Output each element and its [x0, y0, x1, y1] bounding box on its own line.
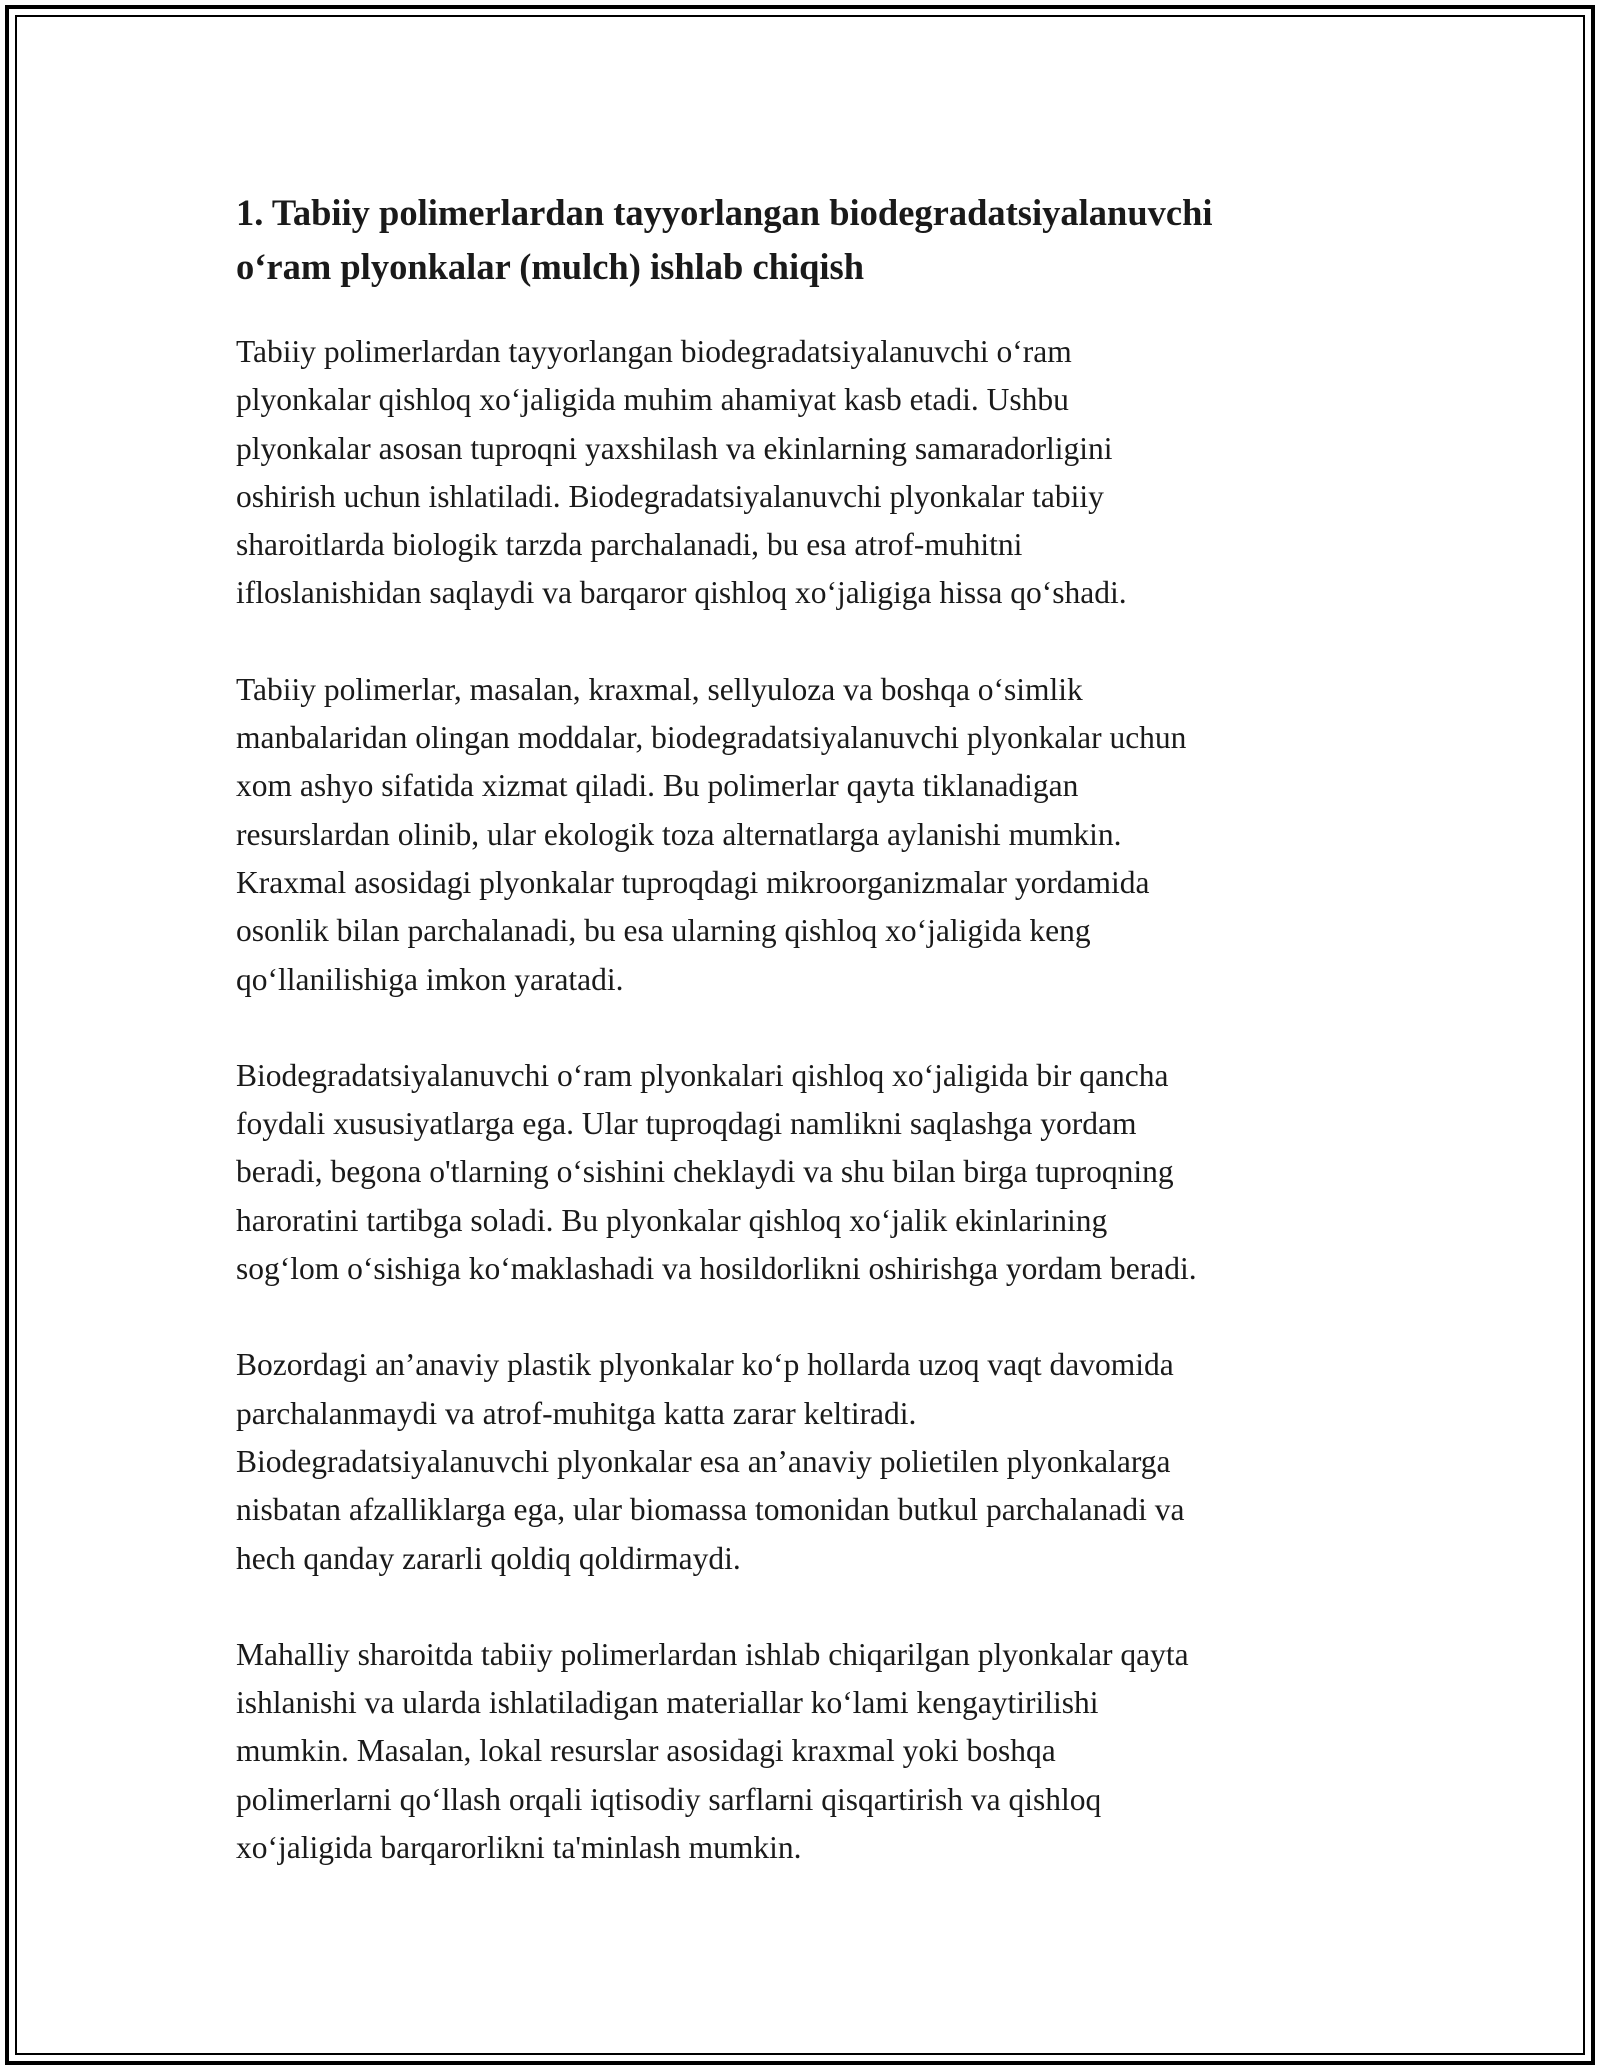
section-heading [236, 186, 1376, 294]
paragraph-line: plyonkalar qishloq xo‘jaligida muhim ahamiyat kasb etadi. Ushbu [236, 382, 1069, 418]
paragraph-line: xo‘jaligida barqarorlikni ta'minlash mumkin. [236, 1830, 802, 1866]
paragraph-line: qo‘llanilishiga imkon yaratadi. [236, 961, 624, 997]
paragraph-line: resurslardan olinib, ular ekologik toza alternatlarga aylanishi mumkin. [236, 816, 1122, 852]
paragraph-line: ishlanishi va ularda ishlatiladigan materiallar ko‘lami kengaytirilishi [236, 1685, 1099, 1721]
paragraph-1 [236, 328, 1376, 618]
paragraph-line: osonlik bilan parchalanadi, bu esa ularning qishloq xo‘jaligida keng [236, 913, 1091, 949]
paragraph-2 [236, 666, 1376, 1004]
paragraph-line: sog‘lom o‘sishiga ko‘maklashadi va hosildorlikni oshirishga yordam beradi. [236, 1251, 1197, 1287]
paragraph-line: xom ashyo sifatida xizmat qiladi. Bu polimerlar qayta tiklanadigan [236, 768, 1079, 804]
paragraph-3 [236, 1052, 1376, 1293]
section-heading-line-1: 1. Tabiiy polimerlardan tayyorlangan biodegradatsiyalanuvchi [236, 192, 1213, 233]
paragraph-line: sharoitlarda biologik tarzda parchalanadi, bu esa atrof-muhitni [236, 527, 1023, 563]
paragraph-line: Tabiiy polimerlardan tayyorlangan biodegradatsiyalanuvchi o‘ram [236, 334, 1072, 369]
paragraph-line: polimerlarni qo‘llash orqali iqtisodiy sarflarni qisqartirish va qishloq [236, 1781, 1102, 1817]
paragraph-line: hech qanday zararli qoldiq qoldirmaydi. [236, 1540, 741, 1576]
paragraph-line: mumkin. Masalan, lokal resurslar asosidagi kraxmal yoki boshqa [236, 1733, 1056, 1769]
paragraph-line: oshirish uchun ishlatiladi. Biodegradatsiyalanuvchi plyonkalar tabiiy [236, 478, 1104, 514]
paragraph-line: Tabiiy polimerlar, masalan, kraxmal, sellyuloza va boshqa o‘simlik [236, 671, 1083, 707]
paragraph-5 [236, 1631, 1376, 1872]
paragraph-line: Bozordagi an’anaviy plastik plyonkalar ko‘p hollarda uzoq vaqt davomida [236, 1347, 1174, 1383]
paragraph-line: haroratini tartibga soladi. Bu plyonkalar qishloq xo‘jalik ekinlarining [236, 1202, 1108, 1238]
paragraph-line: nisbatan afzalliklarga ega, ular biomassa tomonidan butkul parchalanadi va [236, 1492, 1185, 1528]
document-body [236, 186, 1376, 1920]
paragraph-line: Mahalliy sharoitda tabiiy polimerlardan ishlab chiqarilgan plyonkalar qayta [236, 1636, 1189, 1672]
paragraph-line: manbalaridan olingan moddalar, biodegradatsiyalanuvchi plyonkalar uchun [236, 720, 1187, 756]
paragraph-line: beradi, begona o'tlarning o‘sishini cheklaydi va shu bilan birga tuproqning [236, 1154, 1174, 1190]
paragraph-line: Kraxmal asosidagi plyonkalar tuproqdagi mikroorganizmalar yordamida [236, 864, 1150, 900]
paragraph-line: Biodegradatsiyalanuvchi plyonkalar esa an’anaviy polietilen plyonkalarga [236, 1443, 1171, 1479]
paragraph-line: parchalanmaydi va atrof-muhitga katta zarar keltiradi. [236, 1395, 917, 1431]
paragraph-line: Biodegradatsiyalanuvchi o‘ram plyonkalari qishloq xo‘jaligida bir qancha [236, 1057, 1169, 1093]
paragraph-line: plyonkalar asosan tuproqni yaxshilash va ekinlarning samaradorligini [236, 430, 1113, 466]
paragraph-line: foydali xususiyatlarga ega. Ular tuproqdagi namlikni saqlashga yordam [236, 1106, 1137, 1142]
section-heading-line-2: o‘ram plyonkalar (mulch) ishlab chiqish [236, 246, 865, 287]
paragraph-line: ifloslanishidan saqlaydi va barqaror qishloq xo‘jaligiga hissa qo‘shadi. [236, 575, 1127, 611]
paragraph-4 [236, 1341, 1376, 1582]
